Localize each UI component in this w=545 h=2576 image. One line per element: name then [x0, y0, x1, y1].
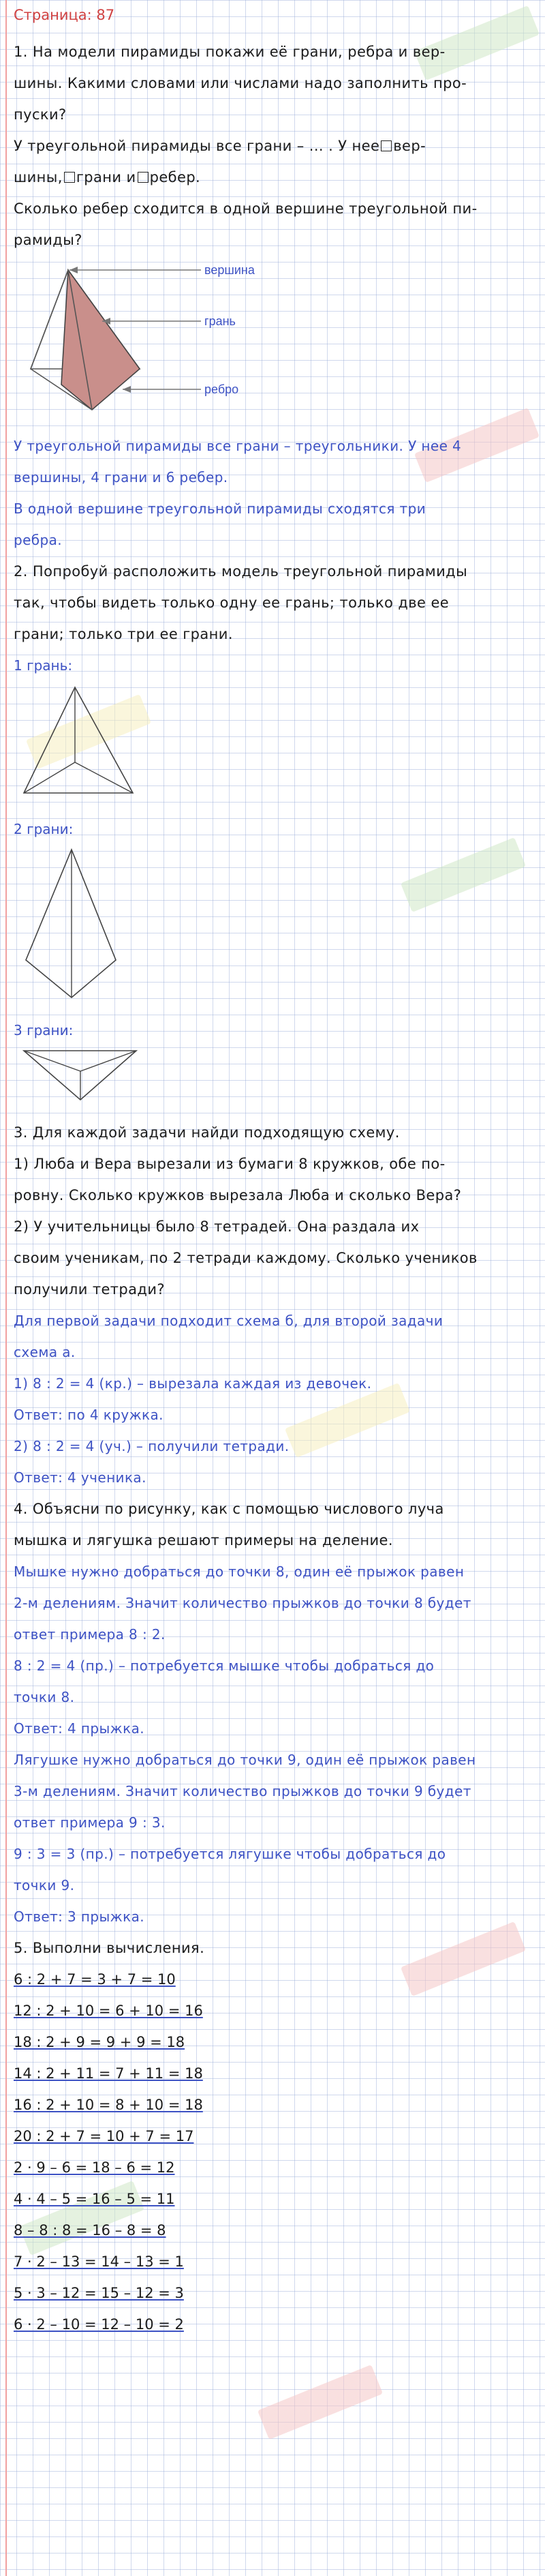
task3-solution: Ответ: 4 ученика.	[14, 1469, 146, 1486]
calc-row: 14 : 2 + 11 = 7 + 11 = 18	[14, 2065, 203, 2082]
task4-mouse-text: ответ примера 8 : 2.	[14, 1626, 166, 1643]
blank-box	[381, 140, 392, 151]
task1-answer: В одной вершине треугольной пирамиды сходятся три	[14, 500, 426, 517]
page-title: Страница: 87	[14, 7, 115, 23]
calc-row: 4 · 4 – 5 = 16 – 5 = 11	[14, 2191, 175, 2207]
task2-question: так, чтобы видеть только одну ее грань; только две ее	[14, 595, 450, 611]
task1-answer: вершины, 4 грани и 6 ребер.	[14, 469, 228, 485]
calc-row: 7 · 2 – 13 = 14 – 13 = 1	[14, 2253, 184, 2270]
calc-row: 2 · 9 – 6 = 18 – 6 = 12	[14, 2159, 175, 2176]
task4-frog-text: ответ примера 9 : 3.	[14, 1814, 166, 1831]
pyramid-one-face-figure	[20, 680, 157, 803]
fill-text: У треугольной пирамиды все грани – ... . У нее	[14, 138, 380, 154]
task4-frog-text: Лягушке нужно добраться до точки 9, один её прыжок равен	[14, 1752, 476, 1768]
calc-row: 6 · 2 – 10 = 12 – 10 = 2	[14, 2316, 184, 2333]
task4-mouse-text: 2-м делениям. Значит количество прыжков до точки 8 будет	[14, 1595, 471, 1611]
task1-answer: У треугольной пирамиды все грани – треугольники. У нее 4	[14, 438, 462, 454]
edge-label: ребро	[204, 383, 239, 396]
task1-question: шины. Какими словами или числами надо заполнить про-	[14, 75, 467, 91]
task1-question: пуски?	[14, 106, 67, 123]
calc-row: 18 : 2 + 9 = 9 + 9 = 18	[14, 2034, 185, 2050]
arrow-head	[69, 267, 78, 273]
task4-question: 4. Объясни по рисунку, как с помощью числового луча	[14, 1501, 444, 1517]
task3-problem: своим ученикам, по 2 тетради каждому. Сколько учеников	[14, 1250, 478, 1266]
calc-row: 12 : 2 + 10 = 6 + 10 = 16	[14, 2003, 203, 2019]
blank-box	[64, 172, 75, 183]
task4-frog-text: 3-м делениям. Значит количество прыжков до точки 9 будет	[14, 1783, 471, 1799]
calc-row: 16 : 2 + 10 = 8 + 10 = 18	[14, 2097, 203, 2113]
task3-solution: Ответ: по 4 кружка.	[14, 1407, 164, 1423]
pyramid-edge	[24, 1051, 80, 1071]
task3-problem: ровну. Сколько кружков вырезала Люба и сколько Вера?	[14, 1187, 462, 1203]
task1-edges-question: рамиды?	[14, 232, 82, 248]
task3-solution: 1) 8 : 2 = 4 (кр.) – вырезала каждая из девочек.	[14, 1375, 372, 1392]
task4-frog-text: Ответ: 3 прыжка.	[14, 1908, 144, 1925]
two-faces-label: 2 грани:	[14, 821, 74, 837]
task1-question: 1. На модели пирамиды покажи её грани, ребра и вер-	[14, 44, 446, 60]
notebook-margin-line	[5, 0, 7, 2576]
fill-text: вер-	[393, 138, 426, 154]
task1-fill-line	[14, 138, 538, 154]
task3-question: 3. Для каждой задачи найди подходящую схему.	[14, 1124, 400, 1141]
task1-answer: ребра.	[14, 532, 63, 548]
task2-question: 2. Попробуй расположить модель треугольной пирамиды	[14, 563, 468, 580]
blank-box	[138, 172, 149, 183]
task4-mouse-text: 8 : 2 = 4 (пр.) – потребуется мышке чтобы добраться до	[14, 1658, 435, 1674]
vertex-label: вершина	[204, 263, 255, 277]
task3-problem: 1) Люба и Вера вырезали из бумаги 8 кружков, обе по-	[14, 1156, 446, 1172]
three-faces-label: 3 грани:	[14, 1022, 74, 1038]
calc-row: 5 · 3 – 12 = 15 – 12 = 3	[14, 2285, 184, 2301]
task1-fill-line	[14, 169, 538, 185]
task3-problem: получили тетради?	[14, 1281, 165, 1298]
task4-mouse-text: Мышке нужно добраться до точки 8, один её прыжок равен	[14, 1563, 465, 1580]
task4-mouse-text: точки 8.	[14, 1689, 75, 1705]
arrow-head	[123, 386, 131, 393]
task4-question: мышка и лягушка решают примеры на деление.	[14, 1532, 393, 1548]
watermark	[258, 2365, 383, 2440]
pyramid-edge	[31, 270, 68, 369]
calc-row: 20 : 2 + 7 = 10 + 7 = 17	[14, 2128, 194, 2144]
pyramid-outline	[26, 850, 116, 998]
fill-text: грани и	[76, 169, 136, 185]
pyramid-labeled-figure	[20, 263, 402, 420]
task3-problem: 2) У учительницы было 8 тетрадей. Она раздала их	[14, 1218, 420, 1235]
fill-text: ребер.	[149, 169, 201, 185]
task1-edges-question: Сколько ребер сходится в одной вершине треугольной пи-	[14, 200, 478, 217]
calc-row: 6 : 2 + 7 = 3 + 7 = 10	[14, 1971, 176, 1988]
pyramid-three-faces-figure	[20, 1045, 157, 1107]
one-face-label: 1 грань:	[14, 657, 73, 674]
task5-question: 5. Выполни вычисления.	[14, 1940, 205, 1956]
pyramid-outline	[24, 687, 133, 793]
face-label: грань	[204, 314, 236, 328]
task2-question: грани; только три ее грани.	[14, 626, 233, 642]
worksheet	[14, 7, 538, 2348]
task3-answer: схема а.	[14, 1344, 76, 1360]
fill-text: шины,	[14, 169, 63, 185]
pyramid-edge	[80, 1051, 136, 1071]
task3-answer: Для первой задачи подходит схема б, для второй задачи	[14, 1313, 443, 1329]
task4-frog-text: 9 : 3 = 3 (пр.) – потребуется лягушке чтобы добраться до	[14, 1846, 446, 1862]
task3-solution: 2) 8 : 2 = 4 (уч.) – получили тетради.	[14, 1438, 290, 1454]
pyramid-two-faces-figure	[20, 844, 157, 1004]
task4-frog-text: точки 9.	[14, 1877, 75, 1893]
calc-row: 8 – 8 : 8 = 16 – 8 = 8	[14, 2222, 166, 2238]
task4-mouse-text: Ответ: 4 прыжка.	[14, 1720, 144, 1737]
